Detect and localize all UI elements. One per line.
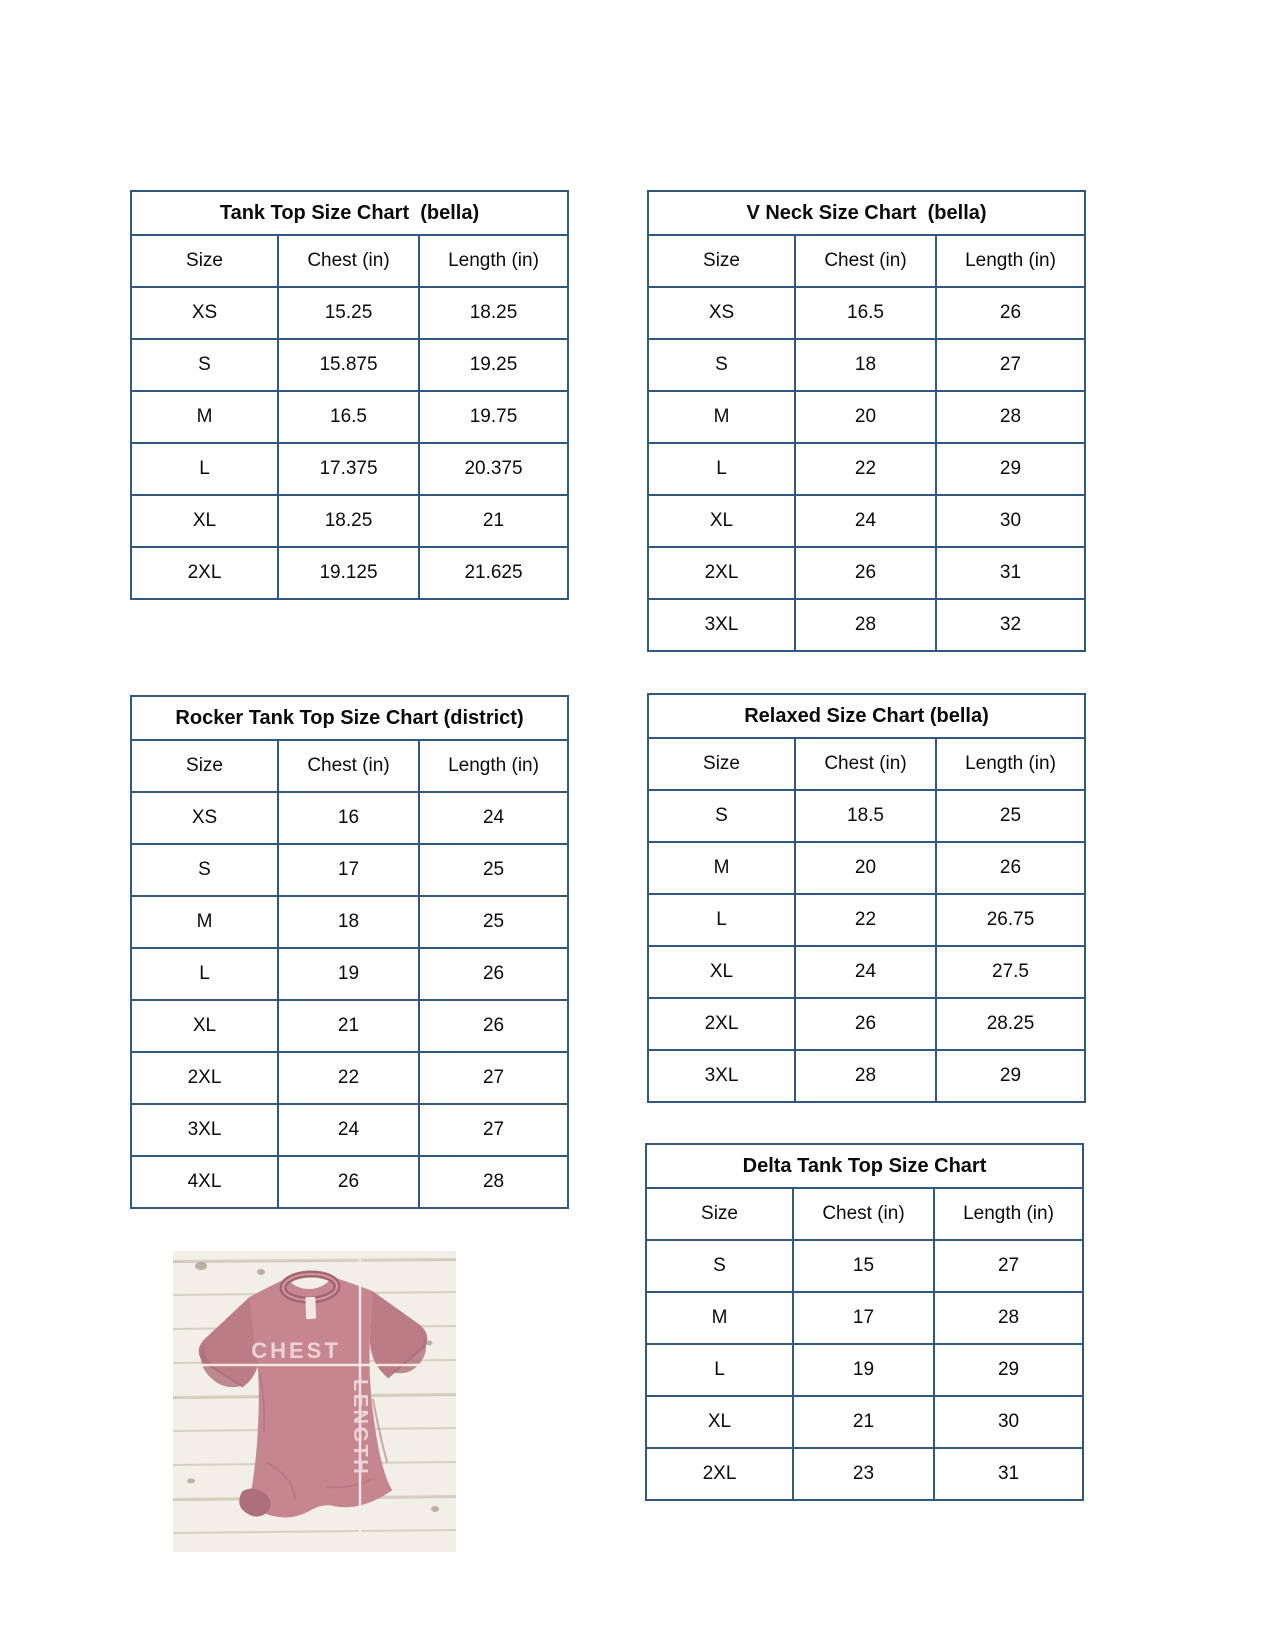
table-row — [646, 1292, 1083, 1344]
table-row — [648, 339, 1085, 391]
length-cell: 26.75 — [936, 894, 1085, 946]
table-row — [131, 391, 568, 443]
size-cell: S — [131, 844, 278, 896]
column-header-length: Length (in) — [419, 235, 568, 287]
length-cell: 29 — [934, 1344, 1083, 1396]
shirt-measurement-photo — [173, 1251, 456, 1552]
table-row — [131, 1156, 568, 1208]
column-header-length: Length (in) — [419, 740, 568, 792]
chest-cell: 28 — [795, 1050, 936, 1102]
length-cell: 26 — [936, 287, 1085, 339]
column-header-chest: Chest (in) — [795, 235, 936, 287]
chest-cell: 19 — [793, 1344, 934, 1396]
table-row — [648, 391, 1085, 443]
length-cell: 30 — [936, 495, 1085, 547]
table-title-rocker: Rocker Tank Top Size Chart (district) — [131, 696, 568, 740]
length-cell: 18.25 — [419, 287, 568, 339]
length-cell: 29 — [936, 443, 1085, 495]
size-cell: S — [648, 790, 795, 842]
chest-cell: 21 — [793, 1396, 934, 1448]
chest-cell: 16 — [278, 792, 419, 844]
chest-cell: 18.25 — [278, 495, 419, 547]
column-header-chest: Chest (in) — [795, 738, 936, 790]
length-cell: 19.25 — [419, 339, 568, 391]
length-cell: 25 — [419, 896, 568, 948]
table-row — [648, 1050, 1085, 1102]
table-row — [648, 790, 1085, 842]
length-cell: 19.75 — [419, 391, 568, 443]
table-row — [131, 948, 568, 1000]
chest-label: CHEST — [251, 1338, 341, 1363]
length-cell: 27.5 — [936, 946, 1085, 998]
chest-cell: 28 — [795, 599, 936, 651]
length-cell: 30 — [934, 1396, 1083, 1448]
column-header-size: Size — [648, 235, 795, 287]
length-cell: 26 — [936, 842, 1085, 894]
chest-cell: 16.5 — [795, 287, 936, 339]
chest-cell: 19.125 — [278, 547, 419, 599]
column-header-size: Size — [131, 235, 278, 287]
column-header-chest: Chest (in) — [278, 235, 419, 287]
size-cell: 2XL — [646, 1448, 793, 1500]
size-cell: L — [131, 948, 278, 1000]
size-cell: M — [648, 842, 795, 894]
table-row — [648, 495, 1085, 547]
table-row — [648, 946, 1085, 998]
size-cell: 2XL — [648, 547, 795, 599]
size-cell: XL — [648, 495, 795, 547]
length-cell: 24 — [419, 792, 568, 844]
care-tag — [305, 1297, 316, 1319]
chest-cell: 17 — [793, 1292, 934, 1344]
chest-cell: 22 — [795, 443, 936, 495]
shirt-measurement-illustration — [173, 1251, 456, 1552]
chest-cell: 18 — [278, 896, 419, 948]
size-cell: XS — [648, 287, 795, 339]
table-row — [131, 1052, 568, 1104]
size-cell: S — [648, 339, 795, 391]
size-cell: XS — [131, 287, 278, 339]
length-cell: 28.25 — [936, 998, 1085, 1050]
chest-cell: 16.5 — [278, 391, 419, 443]
length-label: LENGTH — [349, 1379, 371, 1477]
chest-cell: 22 — [278, 1052, 419, 1104]
chest-cell: 17 — [278, 844, 419, 896]
chest-cell: 20 — [795, 391, 936, 443]
size-cell: 3XL — [648, 599, 795, 651]
chest-cell: 15.875 — [278, 339, 419, 391]
chest-cell: 24 — [278, 1104, 419, 1156]
table-row — [648, 443, 1085, 495]
length-cell: 25 — [419, 844, 568, 896]
chest-cell: 20 — [795, 842, 936, 894]
chest-cell: 17.375 — [278, 443, 419, 495]
table-row — [131, 495, 568, 547]
length-cell: 21.625 — [419, 547, 568, 599]
length-cell: 26 — [419, 948, 568, 1000]
chest-cell: 22 — [795, 894, 936, 946]
size-cell: XS — [131, 792, 278, 844]
column-header-length: Length (in) — [936, 235, 1085, 287]
table-row — [648, 894, 1085, 946]
chest-cell: 24 — [795, 495, 936, 547]
size-cell: M — [646, 1292, 793, 1344]
chest-cell: 21 — [278, 1000, 419, 1052]
length-cell: 27 — [419, 1052, 568, 1104]
column-header-length: Length (in) — [936, 738, 1085, 790]
table-row — [648, 547, 1085, 599]
table-row — [646, 1396, 1083, 1448]
size-cell: 3XL — [131, 1104, 278, 1156]
size-cell: XL — [131, 495, 278, 547]
size-cell: 2XL — [131, 1052, 278, 1104]
table-row — [131, 792, 568, 844]
table-row — [648, 998, 1085, 1050]
size-cell: M — [131, 391, 278, 443]
table-title-v-neck: V Neck Size Chart (bella) — [648, 191, 1085, 235]
length-cell: 26 — [419, 1000, 568, 1052]
chest-cell: 23 — [793, 1448, 934, 1500]
chest-cell: 18 — [795, 339, 936, 391]
column-header-size: Size — [646, 1188, 793, 1240]
length-cell: 27 — [936, 339, 1085, 391]
length-cell: 28 — [419, 1156, 568, 1208]
table-row — [131, 1000, 568, 1052]
chest-cell: 26 — [278, 1156, 419, 1208]
table-row — [648, 599, 1085, 651]
relaxed-size-chart-table — [647, 693, 1086, 1103]
chest-cell: 15 — [793, 1240, 934, 1292]
size-cell: 2XL — [131, 547, 278, 599]
v-neck-size-chart-table — [647, 190, 1086, 652]
chest-cell: 26 — [795, 547, 936, 599]
length-cell: 28 — [934, 1292, 1083, 1344]
size-cell: XL — [131, 1000, 278, 1052]
length-cell: 28 — [936, 391, 1085, 443]
column-header-size: Size — [648, 738, 795, 790]
table-title-tank-top: Tank Top Size Chart (bella) — [131, 191, 568, 235]
table-row — [131, 1104, 568, 1156]
length-cell: 29 — [936, 1050, 1085, 1102]
length-cell: 32 — [936, 599, 1085, 651]
table-row — [131, 287, 568, 339]
length-cell: 20.375 — [419, 443, 568, 495]
table-row — [131, 339, 568, 391]
column-header-size: Size — [131, 740, 278, 792]
table-row — [131, 844, 568, 896]
table-row — [131, 547, 568, 599]
size-cell: S — [131, 339, 278, 391]
table-row — [646, 1344, 1083, 1396]
chest-cell: 18.5 — [795, 790, 936, 842]
size-cell: XL — [648, 946, 795, 998]
size-cell: S — [646, 1240, 793, 1292]
rocker-tank-top-size-chart-table — [130, 695, 569, 1209]
length-cell: 31 — [934, 1448, 1083, 1500]
table-row — [648, 287, 1085, 339]
chest-cell: 26 — [795, 998, 936, 1050]
column-header-chest: Chest (in) — [793, 1188, 934, 1240]
table-row — [646, 1448, 1083, 1500]
length-cell: 27 — [934, 1240, 1083, 1292]
length-cell: 25 — [936, 790, 1085, 842]
chest-cell: 15.25 — [278, 287, 419, 339]
length-cell: 31 — [936, 547, 1085, 599]
size-cell: L — [646, 1344, 793, 1396]
size-cell: L — [648, 443, 795, 495]
table-row — [648, 842, 1085, 894]
delta-tank-top-size-chart-table — [645, 1143, 1084, 1501]
chest-cell: 24 — [795, 946, 936, 998]
size-cell: L — [131, 443, 278, 495]
table-row — [646, 1240, 1083, 1292]
length-cell: 27 — [419, 1104, 568, 1156]
table-title-relaxed: Relaxed Size Chart (bella) — [648, 694, 1085, 738]
column-header-length: Length (in) — [934, 1188, 1083, 1240]
size-cell: 4XL — [131, 1156, 278, 1208]
chest-cell: 19 — [278, 948, 419, 1000]
table-row — [131, 443, 568, 495]
size-cell: M — [131, 896, 278, 948]
length-cell: 21 — [419, 495, 568, 547]
size-cell: L — [648, 894, 795, 946]
tank-top-size-chart-table — [130, 190, 569, 600]
column-header-chest: Chest (in) — [278, 740, 419, 792]
table-row — [131, 896, 568, 948]
size-cell: 3XL — [648, 1050, 795, 1102]
size-cell: M — [648, 391, 795, 443]
table-title-delta: Delta Tank Top Size Chart — [646, 1144, 1083, 1188]
size-cell: 2XL — [648, 998, 795, 1050]
size-cell: XL — [646, 1396, 793, 1448]
